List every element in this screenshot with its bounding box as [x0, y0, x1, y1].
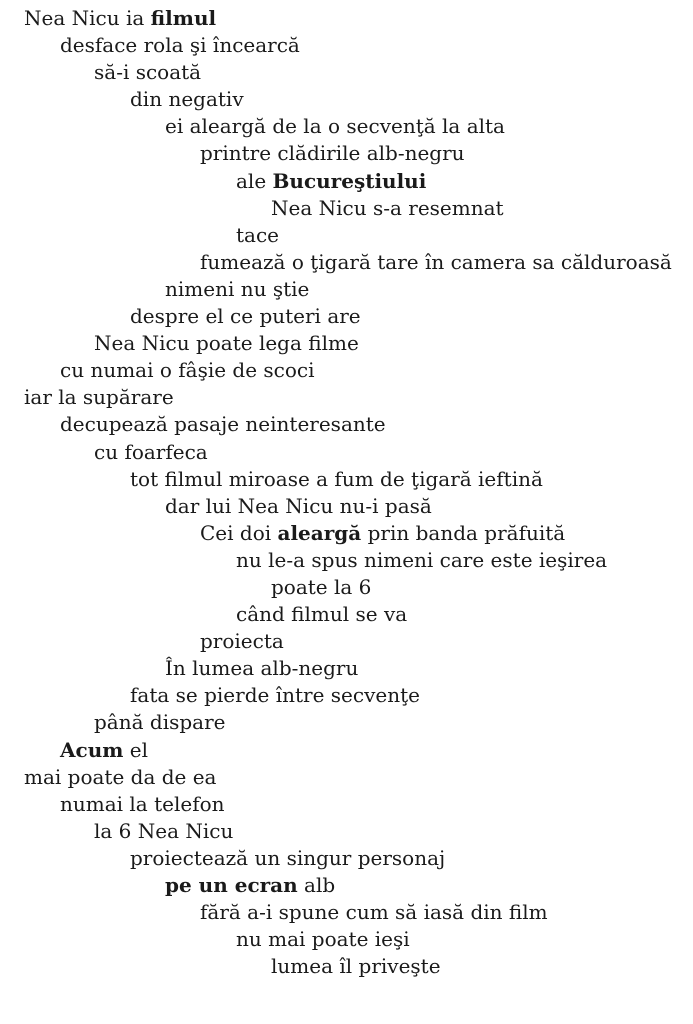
- poem-line: [24, 682, 685, 709]
- emphasized-text: aleargă: [277, 520, 362, 545]
- poem-line: [24, 953, 685, 980]
- poem-line: [24, 439, 685, 466]
- text-segment: despre el ce puteri are: [130, 304, 361, 329]
- text-segment: când filmul se va: [236, 602, 408, 627]
- poem-line: [24, 330, 685, 357]
- text-segment: să-i scoată: [94, 60, 202, 85]
- text-segment: numai la telefon: [60, 791, 225, 816]
- poem-line: [24, 113, 685, 140]
- text-segment: cu numai o fâşie de scoci: [60, 358, 315, 383]
- poem-line: [24, 709, 685, 736]
- poem-line: [24, 764, 685, 791]
- text-segment: lumea îl priveşte: [271, 954, 441, 979]
- poem-line: [24, 168, 685, 195]
- poem-line: [24, 493, 685, 520]
- text-segment: tace: [236, 222, 279, 247]
- poem-line: [24, 140, 685, 167]
- text-segment: alb: [297, 873, 336, 897]
- text-segment: decupează pasaje neinteresante: [60, 412, 386, 437]
- text-segment: desface rola şi încearcă: [60, 33, 300, 58]
- text-segment: Cei doi: [200, 520, 278, 545]
- text-segment: fata se pierde între secvenţe: [130, 683, 420, 708]
- poem-line: [24, 818, 685, 845]
- text-segment: Nea Nicu s-a resemnat: [271, 195, 504, 220]
- poem-line: [24, 411, 685, 438]
- text-segment: din negativ: [130, 87, 244, 112]
- poem-line: [24, 520, 685, 547]
- text-segment: mai poate da de ea: [24, 764, 217, 789]
- text-segment: printre clădirile alb-negru: [200, 141, 465, 166]
- poem-line: [24, 86, 685, 113]
- poem-body: [24, 5, 685, 980]
- emphasized-text: Bucureştiului: [272, 168, 427, 193]
- text-segment: proiectează un singur personaj: [130, 845, 446, 870]
- text-segment: nu le-a spus nimeni care este ieşirea: [236, 547, 608, 572]
- poem-line: [24, 249, 685, 276]
- text-segment: tot filmul miroase a fum de ţigară ieftină: [130, 466, 543, 491]
- poem-line: [24, 32, 685, 59]
- poem-line: [24, 601, 685, 628]
- text-segment: ale: [236, 168, 273, 193]
- poem-line: [24, 872, 685, 899]
- text-segment: la 6 Nea Nicu: [94, 818, 234, 843]
- text-segment: Nea Nicu ia: [24, 6, 151, 30]
- text-segment: el: [123, 737, 148, 762]
- emphasized-text: pe un ecran: [165, 873, 298, 897]
- poem-line: [24, 547, 685, 574]
- text-segment: fără a-i spune cum să iasă din film: [200, 900, 548, 925]
- emphasized-text: filmul: [150, 6, 217, 30]
- poem-line: [24, 899, 685, 926]
- text-segment: dar lui Nea Nicu nu-i pasă: [165, 493, 432, 518]
- poem-line: [24, 5, 685, 32]
- poem-line: [24, 791, 685, 818]
- text-segment: până dispare: [94, 710, 226, 735]
- poem-line: [24, 222, 685, 249]
- text-segment: iar la supărare: [24, 385, 174, 410]
- text-segment: cu foarfeca: [94, 439, 208, 464]
- poem-line: [24, 384, 685, 411]
- emphasized-text: Acum: [60, 737, 124, 762]
- text-segment: prin banda prăfuită: [361, 520, 566, 545]
- poem-line: [24, 303, 685, 330]
- poem-line: [24, 655, 685, 682]
- poem-line: [24, 195, 685, 222]
- text-segment: ei aleargă de la o secvenţă la alta: [165, 114, 505, 139]
- text-segment: Nea Nicu poate lega filme: [94, 331, 359, 356]
- poem-line: [24, 737, 685, 764]
- poem-line: [24, 926, 685, 953]
- text-segment: nu mai poate ieşi: [236, 927, 410, 952]
- poem-line: [24, 574, 685, 601]
- text-segment: În lumea alb-negru: [165, 656, 359, 681]
- poem-line: [24, 628, 685, 655]
- poem-line: [24, 276, 685, 303]
- poem-line: [24, 59, 685, 86]
- text-segment: proiecta: [200, 629, 284, 654]
- text-segment: nimeni nu ştie: [165, 276, 310, 301]
- text-segment: fumează o ţigară tare în camera sa călduroasă: [200, 249, 672, 274]
- poem-line: [24, 357, 685, 384]
- text-segment: poate la 6: [271, 574, 372, 599]
- poem-line: [24, 845, 685, 872]
- poem-line: [24, 466, 685, 493]
